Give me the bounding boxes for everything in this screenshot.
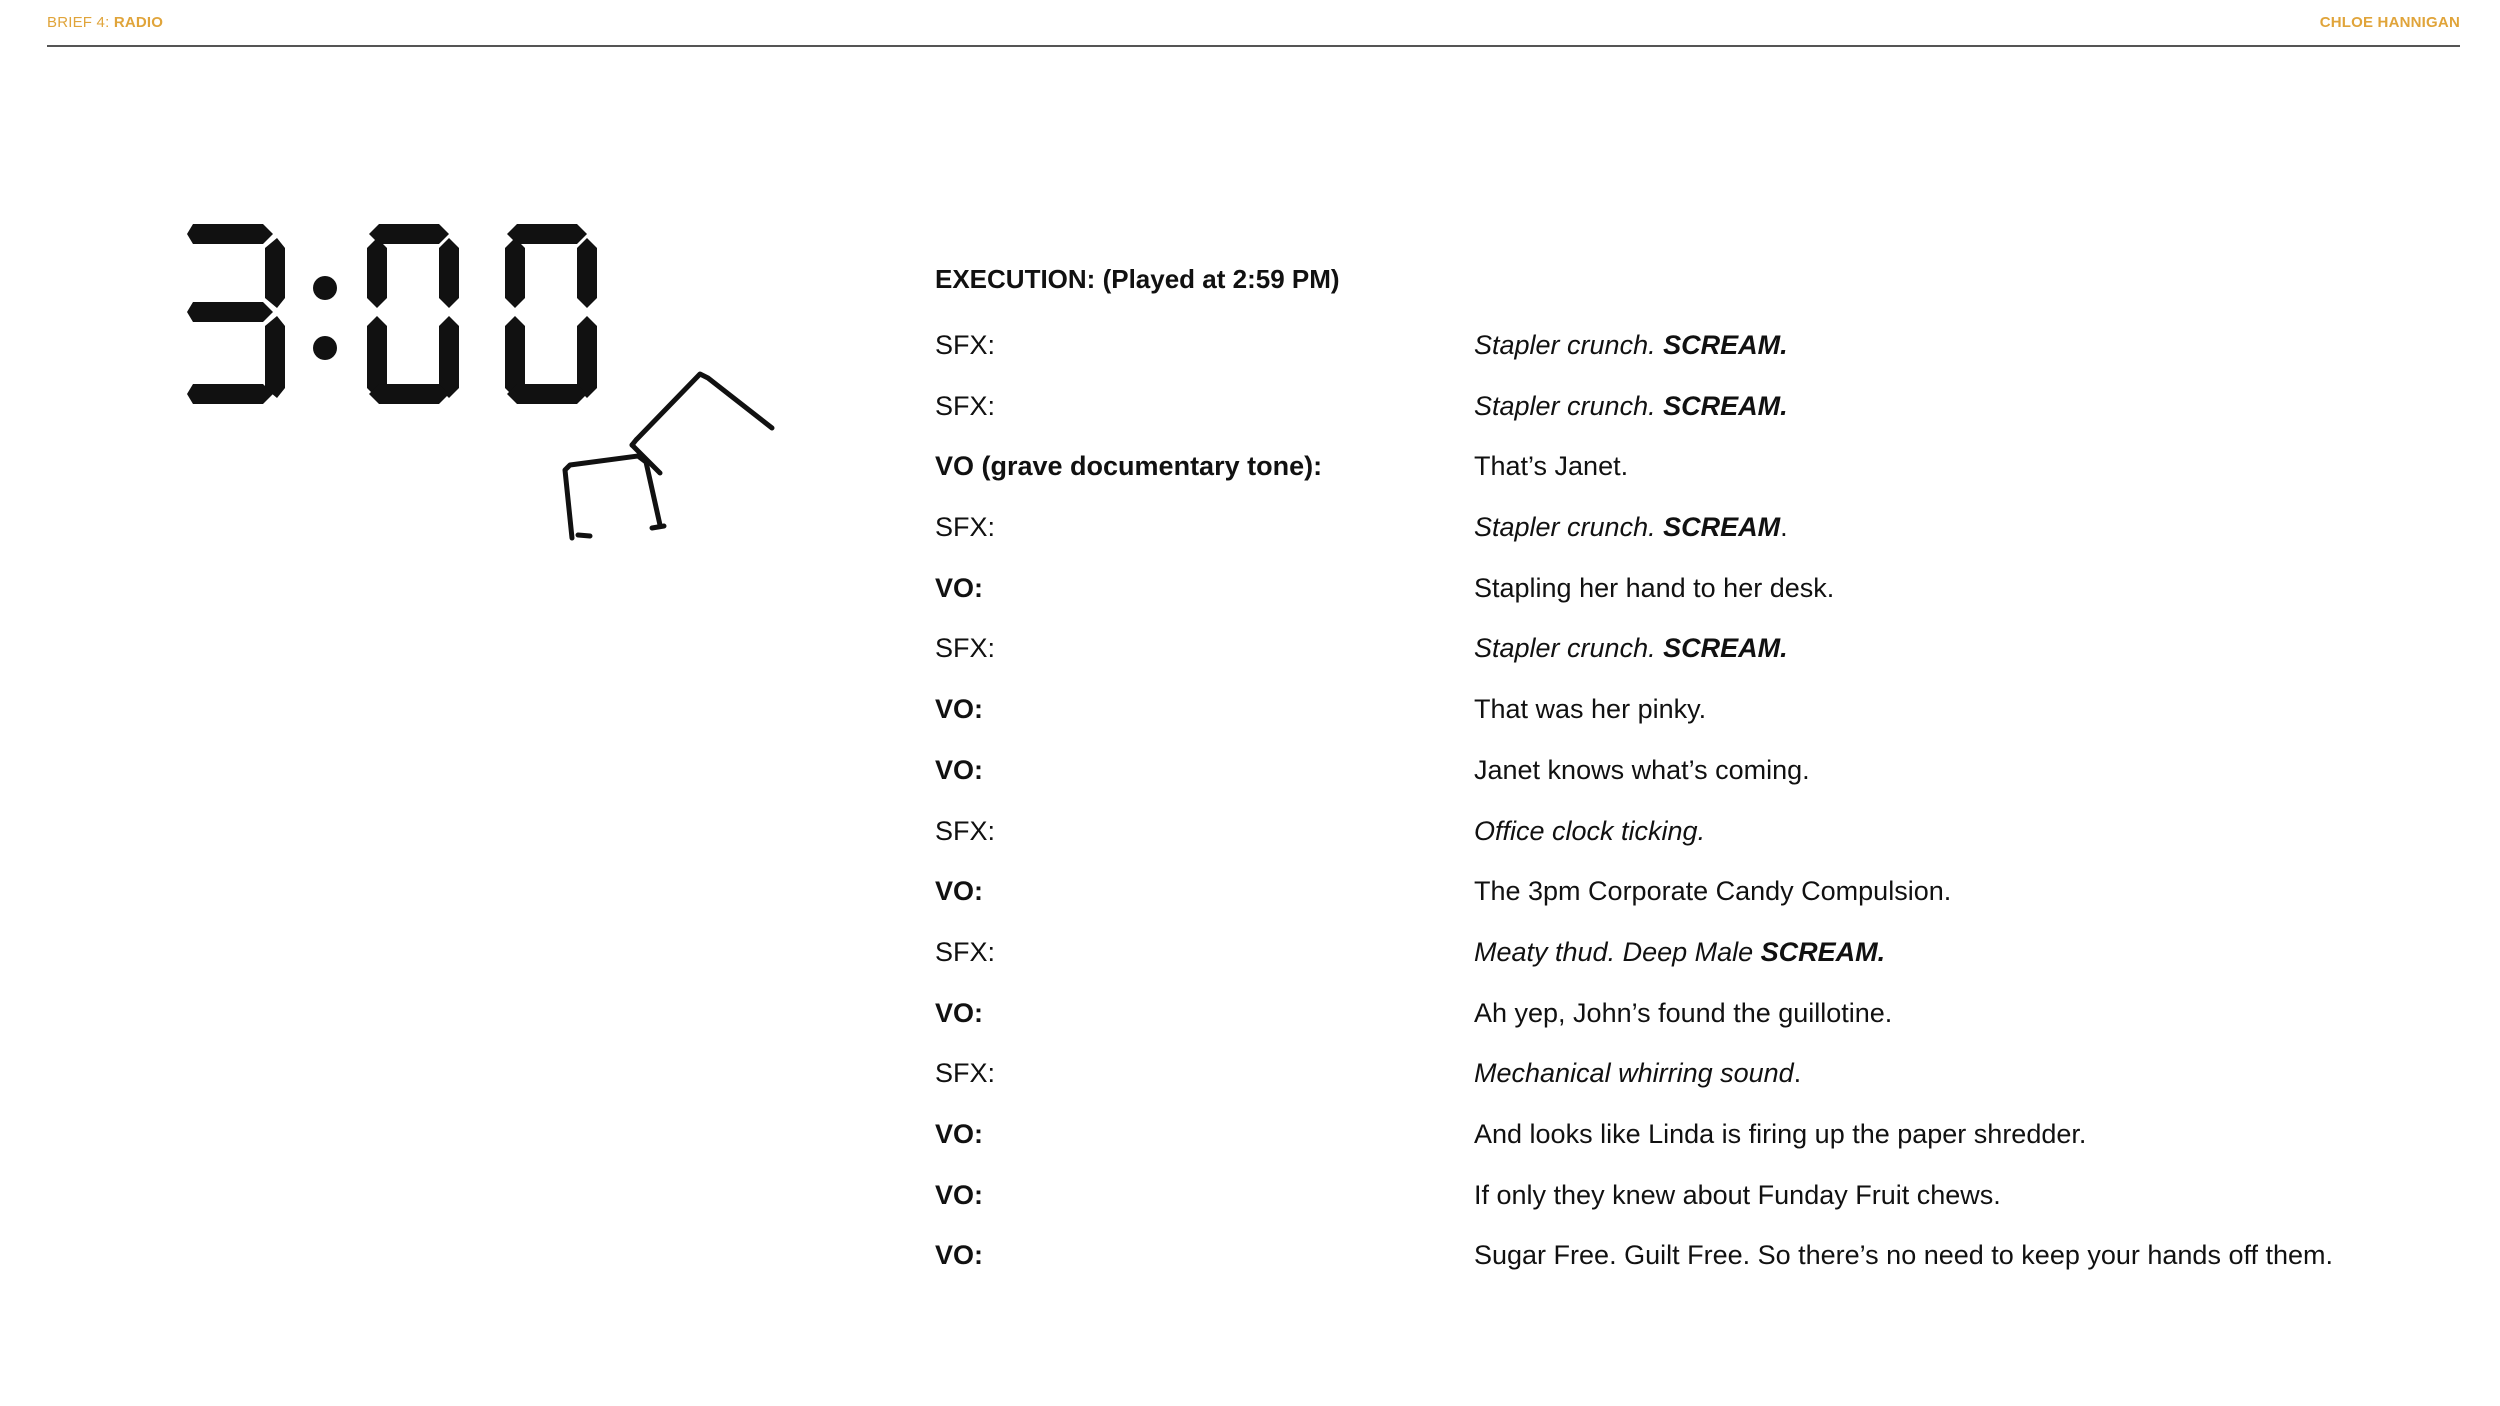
line-text: The 3pm Corporate Candy Compulsion. — [1474, 876, 1952, 907]
line-text: And looks like Linda is firing up the paper shredder. — [1474, 1118, 2087, 1149]
line-text: Stapler crunch. — [1474, 633, 1664, 664]
script-row — [935, 391, 2435, 452]
brief-prefix: BRIEF 4: — [47, 14, 114, 31]
script-row — [935, 1240, 2435, 1301]
script-row — [935, 1180, 2435, 1241]
sfx-description — [1474, 633, 1788, 664]
speaker-label: SFX: — [935, 815, 996, 846]
speaker-label: VO: — [935, 694, 984, 725]
staples-illustration — [560, 370, 780, 545]
sfx-description — [1474, 391, 1788, 422]
line-text: Stapler crunch. — [1474, 512, 1664, 543]
script-row — [935, 512, 2435, 573]
voiceover-line — [1474, 755, 1810, 786]
script-row — [935, 1119, 2435, 1180]
line-text: Janet knows what’s coming. — [1474, 754, 1810, 785]
emphasis-text: SCREAM. — [1663, 633, 1788, 664]
sfx-description — [1474, 937, 1885, 968]
script-row — [935, 876, 2435, 937]
speaker-label: SFX: — [935, 633, 996, 664]
line-text: Mechanical whirring sound — [1474, 1058, 1794, 1089]
line-text: That was her pinky. — [1474, 694, 1707, 725]
speaker-label: VO (grave documentary tone): — [935, 451, 1323, 482]
voiceover-line — [1474, 1240, 2333, 1271]
speaker-label: SFX: — [935, 390, 996, 421]
brief-label — [47, 14, 163, 31]
script-row — [935, 451, 2435, 512]
speaker-label: VO: — [935, 1118, 984, 1149]
author-name: CHLOE HANNIGAN — [2319, 14, 2460, 31]
brief-name: RADIO — [113, 14, 164, 31]
header-divider — [47, 45, 2460, 47]
voiceover-line — [1474, 1180, 2001, 1211]
voiceover-line — [1474, 876, 1951, 907]
line-text: If only they knew about Funday Fruit chews. — [1474, 1179, 2001, 1210]
speaker-label: VO: — [935, 997, 984, 1028]
execution-heading: EXECUTION: (Played at 2:59 PM) — [935, 264, 1340, 294]
voiceover-line — [1474, 694, 1706, 725]
speaker-label: VO: — [935, 876, 984, 907]
script-row — [935, 330, 2435, 391]
line-text: Meaty thud. Deep Male — [1474, 936, 1761, 967]
speaker-label: SFX: — [935, 330, 996, 360]
line-text: Ah yep, John’s found the guillotine. — [1474, 997, 1893, 1028]
emphasis-text: SCREAM. — [1760, 936, 1886, 967]
voiceover-line — [1474, 573, 1834, 604]
speaker-label: SFX: — [935, 512, 996, 543]
script-row — [935, 755, 2435, 816]
script-row — [935, 694, 2435, 755]
line-text: Sugar Free. Guilt Free. So there’s no need to keep your hands off them. — [1474, 1240, 2334, 1271]
speaker-label: VO: — [935, 754, 984, 785]
speaker-label: VO: — [935, 1179, 984, 1210]
sfx-description — [1474, 1058, 1801, 1089]
voiceover-line — [1474, 998, 1892, 1029]
script-row — [935, 573, 2435, 634]
emphasis-text: SCREAM. — [1663, 330, 1788, 360]
script-row — [935, 633, 2435, 694]
line-tail: . — [1793, 1058, 1802, 1089]
line-text: Office clock ticking. — [1474, 815, 1706, 846]
sfx-description — [1474, 330, 1788, 361]
radio-script — [935, 330, 2435, 1301]
script-row — [935, 998, 2435, 1059]
speaker-label: SFX: — [935, 1058, 996, 1089]
emphasis-text: SCREAM — [1663, 512, 1781, 543]
speaker-label: SFX: — [935, 936, 996, 967]
digital-clock-illustration — [185, 218, 615, 413]
speaker-label: VO: — [935, 572, 984, 603]
emphasis-text: SCREAM. — [1663, 390, 1788, 421]
speaker-label: VO: — [935, 1240, 984, 1271]
voiceover-line — [1474, 451, 1628, 482]
script-row — [935, 937, 2435, 998]
sfx-description — [1474, 816, 1705, 847]
sfx-description — [1474, 512, 1788, 543]
line-text: Stapling her hand to her desk. — [1474, 572, 1835, 603]
line-tail: . — [1780, 512, 1788, 543]
line-text: That’s Janet. — [1474, 451, 1629, 482]
line-text: Stapler crunch. — [1474, 330, 1664, 360]
script-row — [935, 816, 2435, 877]
voiceover-line — [1474, 1119, 2086, 1150]
line-text: Stapler crunch. — [1474, 390, 1664, 421]
script-row — [935, 1058, 2435, 1119]
